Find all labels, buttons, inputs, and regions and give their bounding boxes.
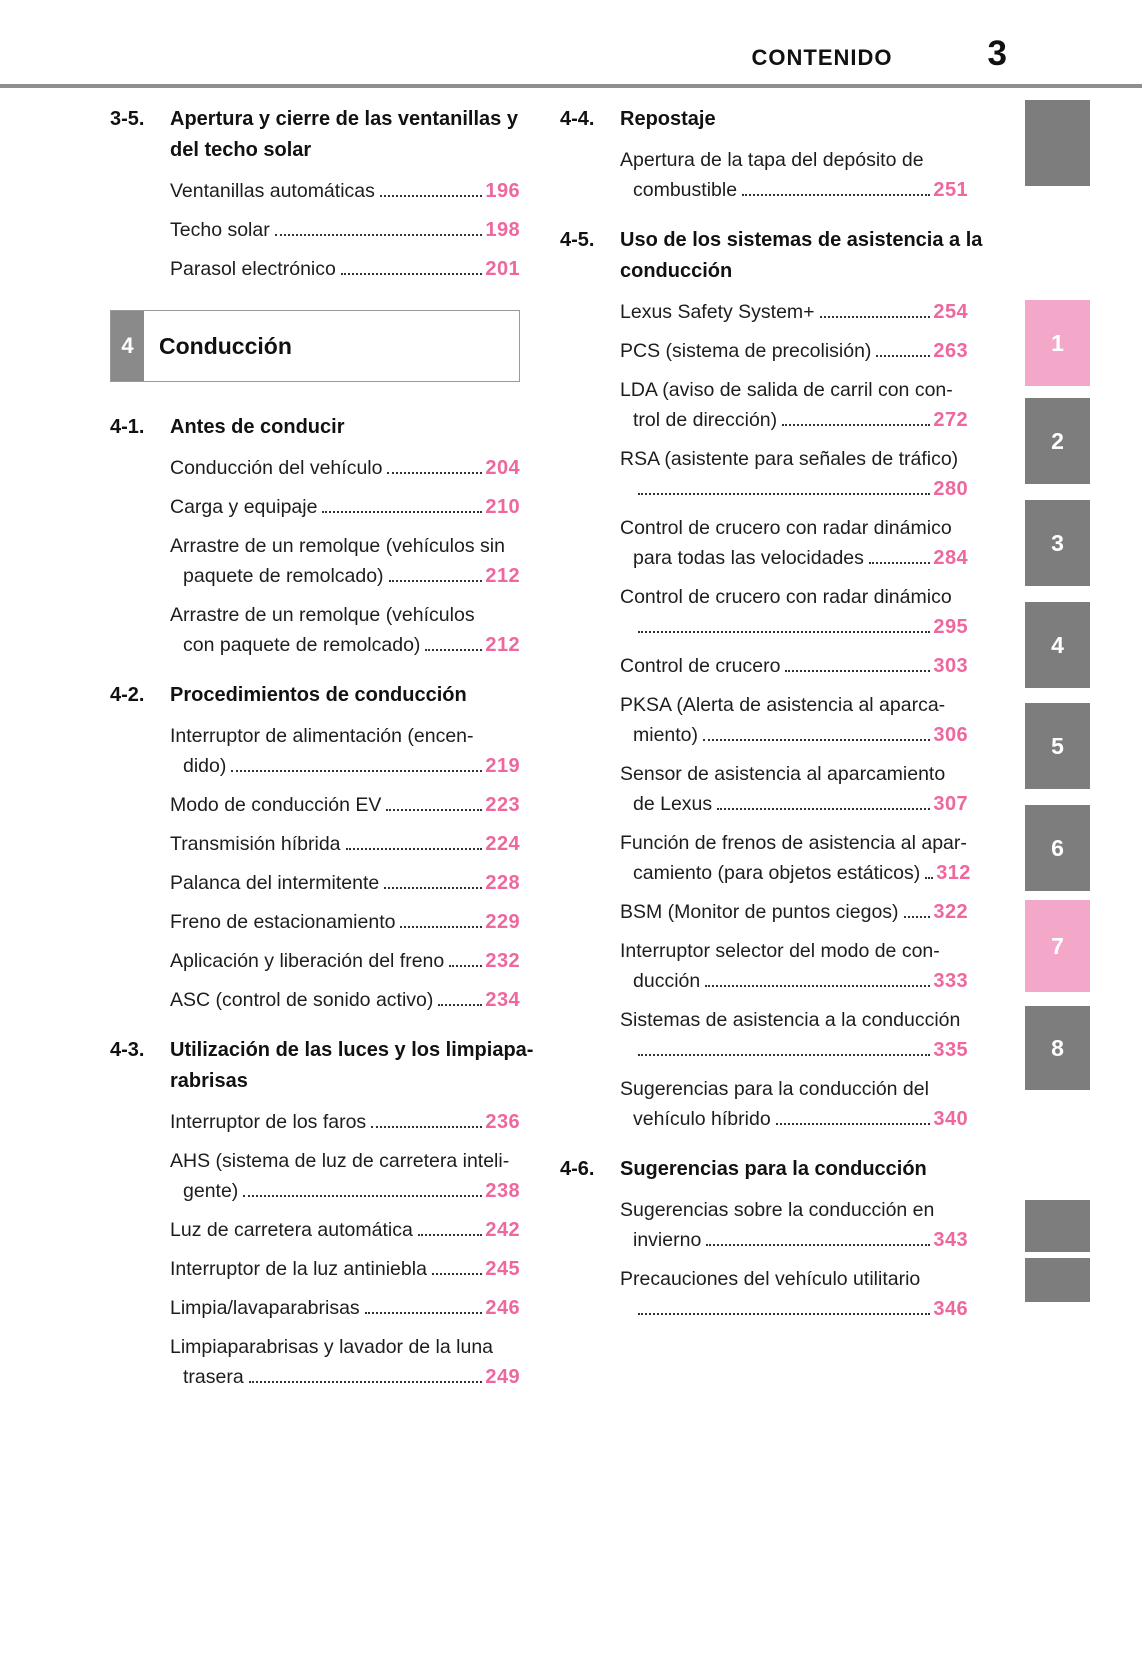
entry-label: Freno de estacionamiento: [170, 911, 396, 933]
entry-label: dido): [183, 755, 227, 777]
entry-page-number: 245: [485, 1258, 520, 1280]
leader-dots: [638, 1313, 930, 1315]
entry-label: BSM (Monitor de puntos ciegos): [620, 901, 899, 923]
entry-label: Interruptor de la luz antiniebla: [170, 1258, 427, 1280]
entry-page-number: 254: [933, 301, 968, 323]
toc-entry: [110, 907, 520, 937]
entry-text-line: Arrastre de un remolque (vehículos: [170, 604, 475, 626]
entry-page-number: 307: [933, 793, 968, 815]
entry-page-number: 343: [933, 1229, 968, 1251]
chapter-tab-1: 1: [1025, 300, 1090, 386]
entry-label: gente): [183, 1180, 239, 1202]
toc-entry: [560, 297, 968, 327]
entry-label: con paquete de remolcado): [183, 634, 421, 656]
entry-page-number: 333: [933, 970, 968, 992]
chapter-tab-5: 5: [1025, 703, 1090, 789]
entry-label: Limpia/lavaparabrisas: [170, 1297, 360, 1319]
toc-entry: [560, 897, 968, 927]
entry-last-line: [620, 474, 968, 504]
entry-last-line: [620, 720, 968, 750]
leader-dots: [705, 985, 930, 987]
entry-last-line: [170, 829, 520, 859]
entry-text-line: AHS (sistema de luz de carretera inteli-: [170, 1150, 510, 1172]
entry-page-number: 295: [933, 616, 968, 638]
chapter-tab-6: 6: [1025, 805, 1090, 891]
entry-last-line: [170, 868, 520, 898]
section-title: [170, 1035, 533, 1097]
entry-label: Conducción del vehículo: [170, 457, 383, 479]
entry-last-line: [620, 612, 968, 642]
entry-label: camiento (para objetos estáticos): [633, 862, 921, 884]
entry-text-line: Interruptor de alimentación (encen-: [170, 725, 474, 747]
entry-label: para todas las velocidades: [633, 547, 864, 569]
entry-label: Ventanillas automáticas: [170, 180, 375, 202]
entry-last-line: [620, 1294, 968, 1324]
section-title: [620, 104, 716, 135]
entry-page-number: 212: [485, 565, 520, 587]
toc-entry: [110, 1215, 520, 1245]
section-number: 4-3.: [110, 1039, 145, 1061]
entry-text-line: Función de frenos de asistencia al apar-: [620, 832, 967, 854]
toc-entry: [560, 759, 968, 819]
toc-entry: [110, 946, 520, 976]
toc-column-left: [110, 104, 534, 1401]
entry-last-line: [170, 790, 520, 820]
entry-last-line: [170, 1176, 520, 1206]
leader-dots: [418, 1234, 483, 1236]
section-title-line: Utilización de las luces y los limpiapa-: [170, 1039, 534, 1061]
entry-text-line: PKSA (Alerta de asistencia al aparca-: [620, 694, 946, 716]
entry-last-line: [620, 966, 968, 996]
toc-entry: [110, 531, 520, 591]
entry-page-number: 236: [485, 1111, 520, 1133]
section-number: 4-2.: [110, 684, 145, 706]
entry-page-number: 346: [933, 1298, 968, 1320]
entry-page-number: 322: [933, 901, 968, 923]
leader-dots: [425, 649, 482, 651]
entry-text-line: Sensor de asistencia al aparcamiento: [620, 763, 946, 785]
section-title-line: Apertura y cierre de las ventanillas y: [170, 108, 518, 130]
leader-dots: [703, 739, 930, 741]
toc-column-right: [560, 104, 983, 1401]
entry-last-line: [620, 543, 968, 573]
leader-dots: [275, 234, 483, 236]
entry-label: Carga y equipaje: [170, 496, 318, 518]
leader-dots: [438, 1004, 482, 1006]
leader-dots: [386, 809, 482, 811]
edge-tab: [1025, 100, 1090, 186]
entry-page-number: 196: [485, 180, 520, 202]
toc-entry: [110, 453, 520, 483]
entry-last-line: [170, 1362, 520, 1392]
entry-label: invierno: [633, 1229, 702, 1251]
entry-label: de Lexus: [633, 793, 713, 815]
toc-entry: [560, 145, 968, 205]
toc-entry: [560, 828, 971, 888]
entry-label: trol de dirección): [633, 409, 778, 431]
entry-text-line: Sistemas de asistencia a la conducción: [620, 1009, 961, 1031]
entry-last-line: [170, 1254, 520, 1284]
entry-last-line: [620, 897, 968, 927]
entry-last-line: [620, 789, 968, 819]
section-number: 4-4.: [560, 108, 595, 130]
section-heading: [110, 412, 520, 443]
header-title: CONTENIDO: [751, 45, 893, 70]
section-number: 4-1.: [110, 416, 145, 438]
section-number: 4-6.: [560, 1158, 595, 1180]
entry-page-number: 204: [485, 457, 520, 479]
entry-page-number: 242: [485, 1219, 520, 1241]
entry-label: Luz de carretera automática: [170, 1219, 413, 1241]
entry-page-number: 306: [933, 724, 968, 746]
leader-dots: [638, 631, 930, 633]
entry-text-line: Arrastre de un remolque (vehículos sin: [170, 535, 505, 557]
toc-entry: [560, 1195, 968, 1255]
section-title: [170, 104, 518, 166]
entry-last-line: [170, 1293, 520, 1323]
toc-entry: [560, 690, 968, 750]
entry-text-line: Precauciones del vehículo utilitario: [620, 1268, 921, 1290]
leader-dots: [904, 916, 931, 918]
entry-page-number: 219: [485, 755, 520, 777]
toc-entry: [110, 1146, 520, 1206]
toc-entry: [110, 985, 520, 1015]
entry-page-number: 198: [485, 219, 520, 241]
entry-text-line: LDA (aviso de salida de carril con con-: [620, 379, 953, 401]
chapter-tab-8: 8: [1025, 1006, 1090, 1090]
entry-label: vehículo híbrido: [633, 1108, 771, 1130]
section-title-line: Sugerencias para la conducción: [620, 1158, 927, 1180]
toc-entry: [110, 600, 520, 660]
leader-dots: [638, 493, 930, 495]
section-title: [620, 225, 982, 287]
toc-entry: [110, 1254, 520, 1284]
leader-dots: [820, 316, 931, 318]
entry-text-line: Interruptor selector del modo de con-: [620, 940, 940, 962]
section-heading: [110, 1035, 534, 1097]
entry-page-number: 312: [936, 862, 971, 884]
toc-entry: [110, 1293, 520, 1323]
toc-entry: [110, 215, 520, 245]
entry-last-line: [170, 492, 520, 522]
entry-page-number: 228: [485, 872, 520, 894]
entry-label: Interruptor de los faros: [170, 1111, 367, 1133]
entry-last-line: [620, 1225, 968, 1255]
entry-last-line: [170, 907, 520, 937]
entry-last-line: [170, 176, 520, 206]
entry-last-line: [620, 405, 968, 435]
entry-label: Parasol electrónico: [170, 258, 336, 280]
entry-last-line: [620, 175, 968, 205]
entry-page-number: 246: [485, 1297, 520, 1319]
leader-dots: [782, 424, 930, 426]
entry-label: PCS (sistema de precolisión): [620, 340, 872, 362]
section-number: 4-5.: [560, 229, 595, 251]
section-heading: [560, 1154, 968, 1185]
leader-dots: [384, 887, 482, 889]
section-title: [170, 412, 344, 443]
entry-label: miento): [633, 724, 699, 746]
section-heading: [560, 225, 983, 287]
toc-entry: [110, 1332, 520, 1392]
entry-page-number: 251: [933, 179, 968, 201]
toc-entry: [110, 829, 520, 859]
entry-page-number: 272: [933, 409, 968, 431]
toc-entry: [110, 721, 520, 781]
chapter-tab-3: 3: [1025, 500, 1090, 586]
toc-entry: [560, 936, 968, 996]
chapter-tab-2: 2: [1025, 398, 1090, 484]
entry-last-line: [170, 453, 520, 483]
entry-last-line: [620, 858, 971, 888]
entry-last-line: [170, 1215, 520, 1245]
entry-page-number: 335: [933, 1039, 968, 1061]
leader-dots: [876, 355, 930, 357]
entry-last-line: [170, 985, 520, 1015]
entry-last-line: [620, 1104, 968, 1134]
leader-dots: [387, 472, 482, 474]
toc-entry: [560, 651, 968, 681]
entry-text-line: Limpiaparabrisas y lavador de la luna: [170, 1336, 494, 1358]
entry-page-number: 201: [485, 258, 520, 280]
entry-label: Lexus Safety System+: [620, 301, 815, 323]
entry-page-number: 210: [485, 496, 520, 518]
chapter-tab-7: 7: [1025, 900, 1090, 992]
entry-label: Palanca del intermitente: [170, 872, 380, 894]
header-rule: [0, 84, 1142, 88]
entry-page-number: 229: [485, 911, 520, 933]
toc-entry: [560, 444, 968, 504]
entry-label: Aplicación y liberación del freno: [170, 950, 445, 972]
entry-text-line: Apertura de la tapa del depósito de: [620, 149, 924, 171]
leader-dots: [432, 1273, 483, 1275]
leader-dots: [322, 511, 482, 513]
section-title-line: del techo solar: [170, 139, 312, 161]
edge-tab: [1025, 1200, 1090, 1252]
section-title-line: Repostaje: [620, 108, 716, 130]
entry-page-number: 280: [933, 478, 968, 500]
entry-label: Modo de conducción EV: [170, 794, 382, 816]
entry-text-line: Sugerencias para la conducción del: [620, 1078, 929, 1100]
entry-label: Control de crucero: [620, 655, 781, 677]
section-title-line: Procedimientos de conducción: [170, 684, 467, 706]
entry-page-number: 263: [933, 340, 968, 362]
entry-page-number: 249: [485, 1366, 520, 1388]
leader-dots: [925, 877, 933, 879]
entry-last-line: [170, 561, 520, 591]
leader-dots: [400, 926, 482, 928]
leader-dots: [365, 1312, 483, 1314]
toc-entry: [560, 375, 968, 435]
entry-text-line: RSA (asistente para señales de tráfico): [620, 448, 959, 470]
section-title: [620, 1154, 927, 1185]
toc-entry: [110, 254, 520, 284]
chapter-tab-4: 4: [1025, 602, 1090, 688]
leader-dots: [231, 770, 482, 772]
leader-dots: [869, 562, 931, 564]
leader-dots: [346, 848, 483, 850]
entry-page-number: 232: [485, 950, 520, 972]
entry-last-line: [170, 215, 520, 245]
entry-last-line: [620, 297, 968, 327]
toc-entry: [110, 868, 520, 898]
section-title: [170, 680, 467, 711]
entry-last-line: [170, 630, 520, 660]
entry-page-number: 223: [485, 794, 520, 816]
leader-dots: [717, 808, 930, 810]
entry-page-number: 340: [933, 1108, 968, 1130]
leader-dots: [389, 580, 483, 582]
chapter-box: [110, 310, 520, 382]
entry-page-number: 238: [485, 1180, 520, 1202]
section-heading: [560, 104, 968, 135]
entry-page-number: 212: [485, 634, 520, 656]
toc-entry: [560, 513, 968, 573]
entry-text-line: Sugerencias sobre la conducción en: [620, 1199, 935, 1221]
leader-dots: [371, 1126, 482, 1128]
entry-label: Techo solar: [170, 219, 270, 241]
entry-last-line: [620, 1035, 968, 1065]
section-heading: [110, 680, 520, 711]
leader-dots: [776, 1123, 931, 1125]
toc-entry: [110, 790, 520, 820]
entry-label: ducción: [633, 970, 701, 992]
toc-entry: [560, 582, 968, 642]
entry-text-line: Control de crucero con radar dinámico: [620, 517, 952, 539]
entry-label: combustible: [633, 179, 738, 201]
toc-entry: [110, 176, 520, 206]
section-heading: [110, 104, 520, 166]
entry-label: trasera: [183, 1366, 244, 1388]
leader-dots: [742, 194, 930, 196]
leader-dots: [706, 1244, 930, 1246]
entry-label: ASC (control de sonido activo): [170, 989, 434, 1011]
section-title-line: Antes de conducir: [170, 416, 345, 438]
section-title-line: Uso de los sistemas de asistencia a la: [620, 229, 983, 251]
toc-entry: [560, 1005, 968, 1065]
toc-entry: [560, 1074, 968, 1134]
toc-content: [110, 104, 983, 1401]
entry-page-number: 303: [933, 655, 968, 677]
entry-page-number: 234: [485, 989, 520, 1011]
entry-last-line: [620, 651, 968, 681]
entry-last-line: [170, 254, 520, 284]
section-number: 3-5.: [110, 108, 145, 130]
leader-dots: [249, 1381, 483, 1383]
entry-page-number: 284: [933, 547, 968, 569]
chapter-title: Conducción: [159, 332, 292, 359]
entry-page-number: 224: [485, 833, 520, 855]
section-title-line: rabrisas: [170, 1070, 248, 1092]
section-title-line: conducción: [620, 260, 733, 282]
entry-label: Transmisión híbrida: [170, 833, 341, 855]
entry-label: paquete de remolcado): [183, 565, 384, 587]
leader-dots: [243, 1195, 482, 1197]
entry-text-line: Control de crucero con radar dinámico: [620, 586, 952, 608]
leader-dots: [785, 670, 930, 672]
entry-last-line: [170, 751, 520, 781]
entry-last-line: [170, 946, 520, 976]
toc-entry: [560, 336, 968, 366]
leader-dots: [638, 1054, 930, 1056]
entry-last-line: [170, 1107, 520, 1137]
toc-entry: [110, 492, 520, 522]
page-number: 3: [987, 34, 1007, 73]
entry-last-line: [620, 336, 968, 366]
leader-dots: [449, 965, 482, 967]
edge-tab: [1025, 1258, 1090, 1302]
toc-entry: [560, 1264, 968, 1324]
leader-dots: [341, 273, 483, 275]
page-header: [0, 34, 1007, 74]
leader-dots: [380, 195, 483, 197]
toc-entry: [110, 1107, 520, 1137]
chapter-number: 4: [111, 311, 144, 381]
